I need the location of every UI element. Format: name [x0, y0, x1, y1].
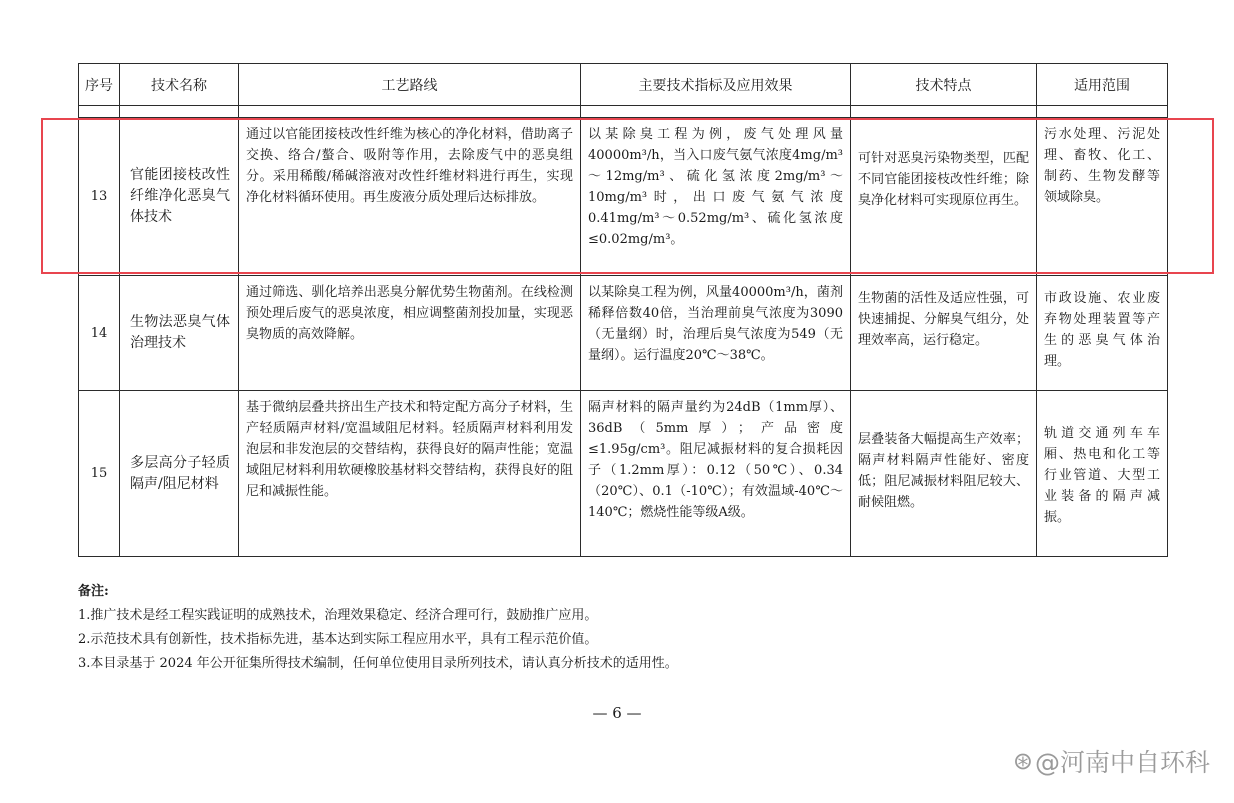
row-no: 15: [79, 391, 120, 557]
note-item: 2.示范技术具有创新性，技术指标先进，基本达到实际工程应用水平，具有工程示范价值。: [78, 632, 598, 647]
header-no: 序号: [79, 64, 120, 106]
header-scope: 适用范围: [1037, 64, 1168, 106]
row-name: 官能团接枝改性纤维净化恶臭气体技术: [120, 118, 239, 276]
table-spacer-row: [79, 106, 1168, 118]
technology-table: [78, 63, 1168, 557]
row-features: 层叠装备大幅提高生产效率；隔声材料隔声性能好、密度低；阻尼减振材料阻尼较大、耐候阻燃。: [851, 391, 1037, 557]
spacer-cell: [239, 106, 581, 118]
row-name: 生物法恶臭气体治理技术: [120, 276, 239, 391]
spacer-cell: [1037, 106, 1168, 118]
row-no: 13: [79, 118, 120, 276]
table-header-row: [79, 64, 1168, 106]
header-name: 技术名称: [120, 64, 239, 106]
row-scope: 市政设施、农业废弃物处理装置等产生的恶臭气体治理。: [1037, 276, 1168, 391]
row-scope: 污水处理、污泥处理、畜牧、化工、制药、生物发酵等领域除臭。: [1037, 118, 1168, 276]
table-row: [79, 118, 1168, 276]
spacer-cell: [581, 106, 851, 118]
header-metrics: 主要技术指标及应用效果: [581, 64, 851, 106]
row-route: 通过以官能团接枝改性纤维为核心的净化材料，借助离子交换、络合/螯合、吸附等作用，去除废气中的恶臭组分。采用稀酸/稀碱溶液对改性纤维材料进行再生，实现净化材料循环使用。再生废液分质处理后达标排放。: [239, 118, 581, 276]
watermark: [1013, 743, 1210, 779]
page-number: — 6 —: [592, 704, 642, 722]
header-features: 技术特点: [851, 64, 1037, 106]
row-route: 通过筛选、驯化培养出恶臭分解优势生物菌剂。在线检测预处理后废气的恶臭浓度，相应调整菌剂投加量，实现恶臭物质的高效降解。: [239, 276, 581, 391]
row-features: 可针对恶臭污染物类型，匹配不同官能团接枝改性纤维；除臭净化材料可实现原位再生。: [851, 118, 1037, 276]
row-metrics: 以某除臭工程为例，废气处理风量40000m³/h，当入口废气氨气浓度4mg/m³～12mg/m³、硫化氢浓度2mg/m³～10mg/m³时，出口废气氨气浓度0.41mg/m³～0.52mg/m³、硫化氢浓度≤0.02mg/m³。: [581, 118, 851, 276]
notes-section: [78, 580, 1178, 676]
spacer-cell: [79, 106, 120, 118]
table-row: [79, 276, 1168, 391]
row-no: 14: [79, 276, 120, 391]
notes-title: 备注:: [78, 584, 109, 599]
watermark-text: @河南中自环科: [1034, 748, 1210, 777]
weibo-icon: ⊛: [1012, 747, 1033, 775]
header-route: 工艺路线: [239, 64, 581, 106]
spacer-cell: [851, 106, 1037, 118]
row-metrics: 以某除臭工程为例，风量40000m³/h，菌剂稀释倍数40倍，当治理前臭气浓度为3090（无量纲）时，治理后臭气浓度为549（无量纲）。运行温度20℃～38℃。: [581, 276, 851, 391]
row-features: 生物菌的活性及适应性强，可快速捕捉、分解臭气组分，处理效率高，运行稳定。: [851, 276, 1037, 391]
row-scope: 轨道交通列车车厢、热电和化工等行业管道、大型工业装备的隔声减振。: [1037, 391, 1168, 557]
row-name: 多层高分子轻质隔声/阻尼材料: [120, 391, 239, 557]
note-item: 1.推广技术是经工程实践证明的成熟技术，治理效果稳定、经济合理可行，鼓励推广应用。: [78, 608, 598, 623]
row-metrics: 隔声材料的隔声量约为24dB（1mm厚）、36dB（5mm厚）；产品密度≤1.95g/cm³。阻尼减振材料的复合损耗因子（1.2mm厚）：0.12（50℃）、0.34（20℃）、0.1（-10℃）；有效温域-40℃～140℃；燃烧性能等级A级。: [581, 391, 851, 557]
row-route: 基于微纳层叠共挤出生产技术和特定配方高分子材料，生产轻质隔声材料/宽温域阻尼材料。轻质隔声材料利用发泡层和非发泡层的交替结构，获得良好的隔声性能；宽温域阻尼材料利用软硬橡胶基材料交替结构，获得良好的阻尼和减振性能。: [239, 391, 581, 557]
spacer-cell: [120, 106, 239, 118]
note-item: 3.本目录基于 2024 年公开征集所得技术编制，任何单位使用目录所列技术，请认真分析技术的适用性。: [78, 656, 678, 671]
table-row: [79, 391, 1168, 557]
